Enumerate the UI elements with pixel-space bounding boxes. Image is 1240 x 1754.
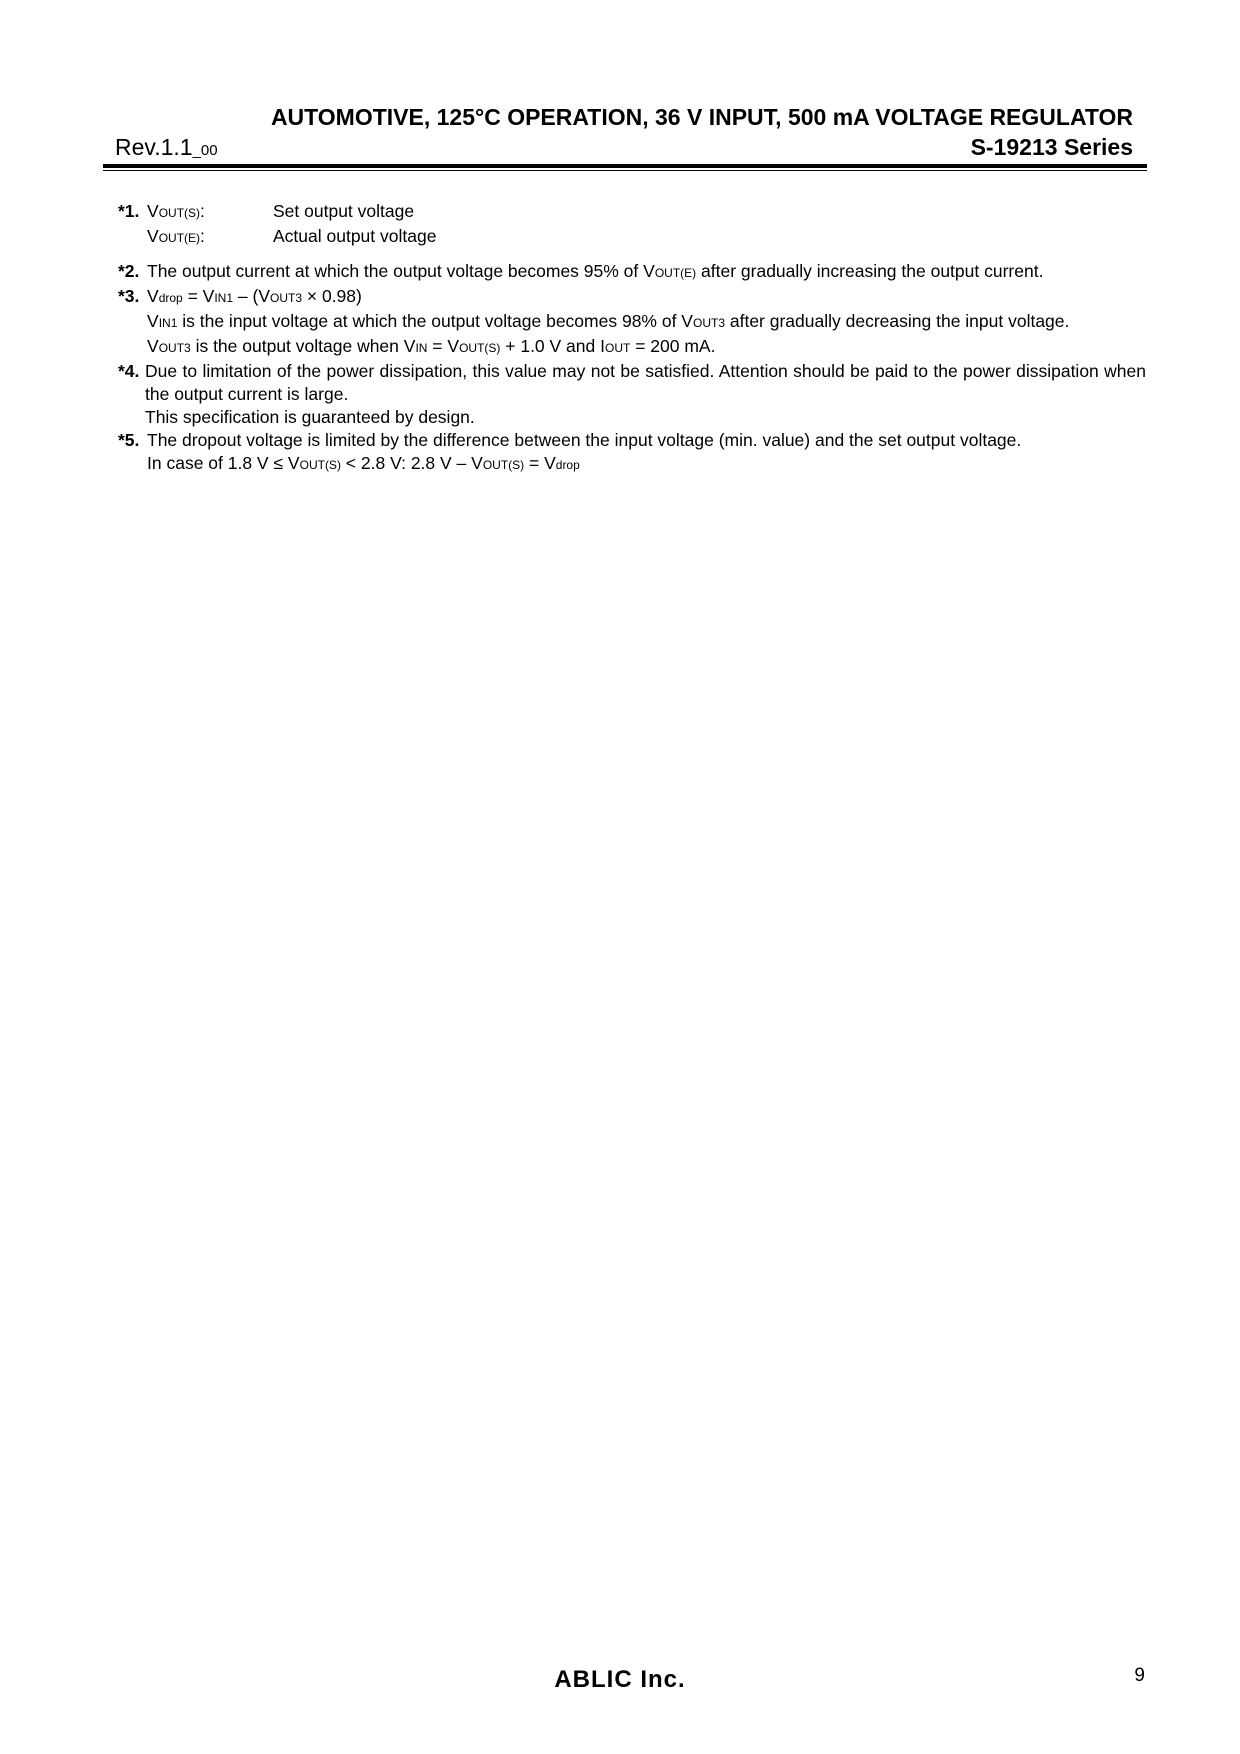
note-3-vout3-definition: VOUT3 is the output voltage when VIN = VOUT(S) + 1.0 V and IOUT = 200 mA. [147, 336, 716, 356]
header-rule-thin [103, 170, 1147, 171]
company-logo: ABLIC Inc. [554, 1666, 686, 1693]
header-rule-thick [103, 164, 1147, 168]
note-2-marker: *2. [118, 261, 140, 281]
note-1-line-1 [118, 200, 1146, 225]
note-4-text: *4. Due to limitation of the power dissipation, this value may not be satisfied. Attention should be paid to the power dissipation when the output current is large. [118, 361, 1146, 404]
note-5-case: In case of 1.8 V ≤ VOUT(S) < 2.8 V: 2.8 V – VOUT(S) = Vdrop [147, 453, 580, 473]
revision-suffix: _00 [192, 142, 218, 159]
note-3-formula: *3. Vdrop = VIN1 – (VOUT3 × 0.98) [118, 286, 362, 306]
document-title: AUTOMOTIVE, 125°C OPERATION, 36 V INPUT, 500 mA VOLTAGE REGULATOR [270, 104, 1133, 130]
note-3-vin1-definition: VIN1 is the input voltage at which the output voltage becomes 98% of VOUT3 after gradually decreasing the input voltage. [147, 311, 1070, 331]
page-number: 9 [1134, 1665, 1145, 1686]
note-5-marker: *5. [118, 430, 140, 450]
note-4-marker: *4. [118, 361, 140, 381]
footnotes [118, 200, 1146, 477]
note-1-def2-text: Actual output voltage [273, 226, 437, 246]
revision-label [115, 134, 218, 161]
note-3-marker: *3. [118, 286, 140, 306]
note-2: *2. The output current at which the output voltage becomes 95% of VOUT(E) after gradually increasing the output current. [118, 261, 1044, 281]
note-4-design-note: This specification is guaranteed by design. [145, 407, 475, 427]
note-1-line-2 [118, 225, 1146, 250]
note-1-marker: *1. [118, 201, 140, 221]
note-5-text: *5. The dropout voltage is limited by the difference between the input voltage (min. value) and the set output voltage. [118, 430, 1022, 450]
note-1-def2-symbol: VOUT(E): [147, 226, 205, 246]
note-1-def1-symbol: VOUT(S): [147, 201, 205, 221]
revision-number: Rev.1.1 [115, 134, 193, 160]
series-name: S-19213 Series [970, 134, 1133, 160]
note-1-def1-text: Set output voltage [273, 201, 415, 221]
